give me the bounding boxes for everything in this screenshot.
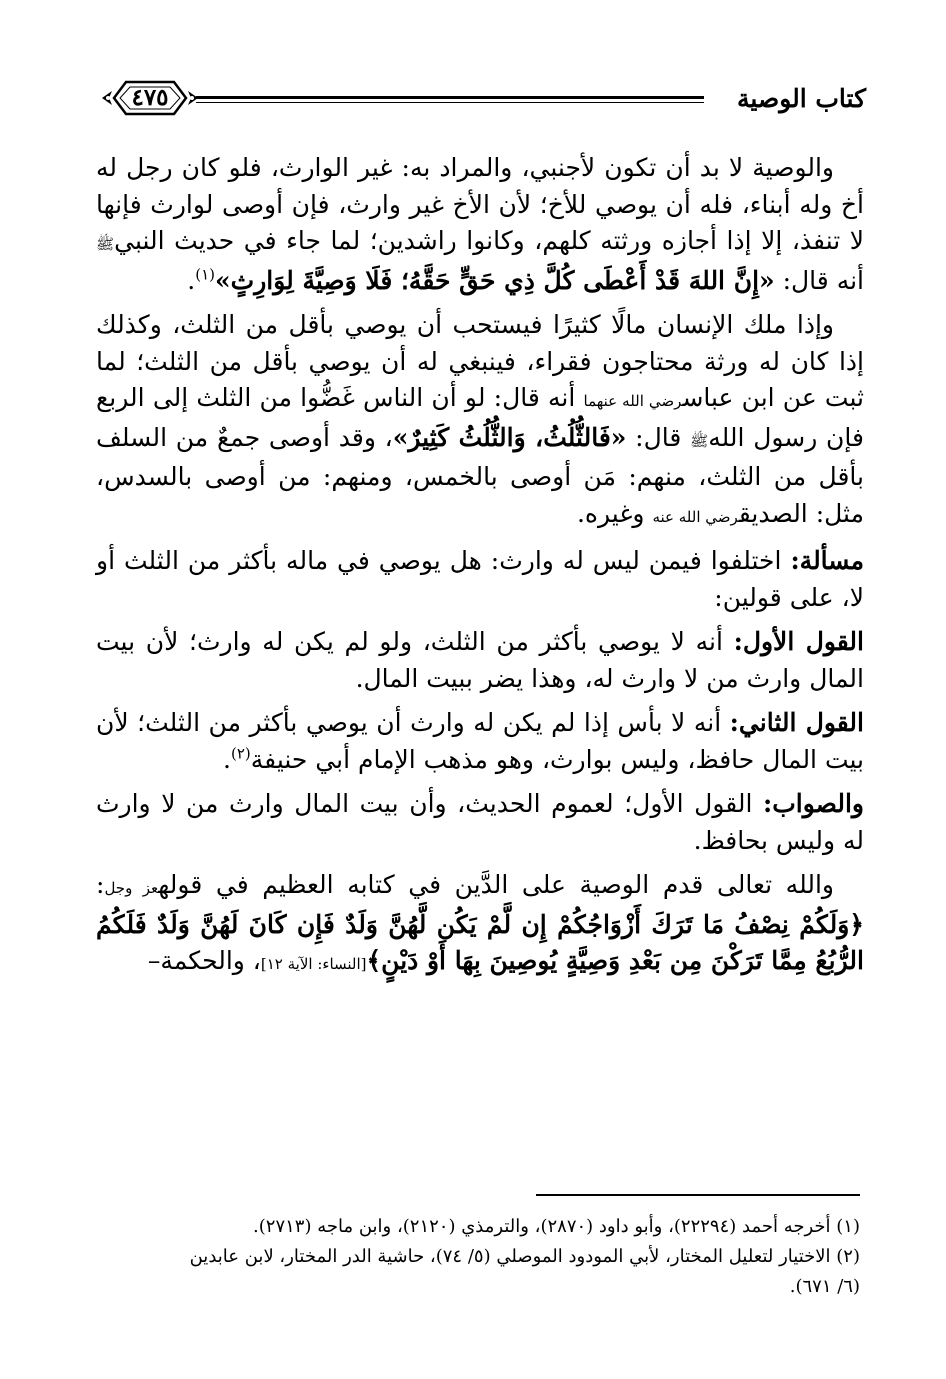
paragraph-text: أنه لا بأس إذا لم يكن له وارث أن يوصي بأكثر من الثلث؛ لأن بيت المال حافظ، وليس بوارث، وهو مذهب الإمام أبي حنيفة [96,708,864,774]
paragraph-text: وغيره. [576,498,653,528]
footnote-text: (٦/ ٦٧١). [789,1276,860,1297]
paragraph-text: والله تعالى قدم الوصية على الدَّين في كتابه العظيم في قوله [158,870,834,899]
paragraph-text: والوصية لا بد أن تكون لأجنبي، والمراد به: غير الوارث، فلو كان رجل له أخ وله أبناء، فله أن يوصي للأخ؛ لأن الأخ غير وارث، فإن أوصى لوارث فإنها لا تنفذ، إلا إذا أجازه ورثته كلهم، وكانوا راشدين؛ لما جاء في حديث النبي [96,153,864,255]
paragraph-text: القول الأول؛ لعموم الحديث، وأن بيت المال وارث من لا وارث له وليس بحافظ. [96,789,864,855]
paragraph-text: أنه قال: [774,265,864,295]
honorific-icon: رضي الله عنه [652,507,739,526]
term-label: مسألة: [790,546,864,575]
paragraph-text: قال: [626,422,691,452]
paragraph-text: . [187,265,196,295]
paragraph-3 [96,543,864,616]
paragraph-text: : [96,870,105,899]
paragraph-text: اختلفوا فيمن ليس له وارث: هل يوصي في ماله بأكثر من الثلث أو لا، على قولين: [96,546,864,612]
hadith-quote: «فَالثُّلُثُ، وَالثُّلُثُ كَثِيرٌ» [392,422,627,452]
footnotes [92,1212,860,1302]
paragraph-7 [96,867,864,983]
paragraph-text: ، وقد أوصى جمعٌ من السلف بأقل من الثلث، منهم: مَن أوصى بالخمس، ومنهم: من أوصى بالسدس، مثل: الصديق [96,422,864,528]
paragraph-4 [96,624,864,697]
footnote-1: (١) أخرجه أحمد (٢٢٢٩٤)، وأبو داود (٢٨٧٠)، والترمذي (٢١٢٠)، وابن ماجه (٢٧١٣). [253,1216,860,1237]
header-rule [196,96,704,103]
main-text [96,150,864,991]
footnote-text: (٢) الاختيار لتعليل المختار، لأبي المودود الموصلي (٥/ ٧٤)، حاشية الدر المختار، لابن عابدين [189,1246,860,1267]
paragraph-6 [96,786,864,859]
verse-reference: [النساء: الآية ١٢] [260,955,367,973]
footnote-2 [92,1242,860,1302]
paragraph-text: . [223,744,231,774]
honorific-icon: ﷺ [96,235,115,253]
page-header [96,74,866,124]
paragraph-1 [96,150,864,299]
paragraph-text: أنه لا يوصي بأكثر من الثلث، ولو لم يكن له وارث؛ لأن بيت المال وارث من لا وارث له، وهذا يضر ببيت المال. [96,627,864,693]
hadith-quote: «إِنَّ اللهَ قَدْ أَعْطَى كُلَّ ذِي حَقٍّ حَقَّهُ؛ فَلَا وَصِيَّةَ لِوَارِثٍ» [215,265,775,295]
page-number-ornament [100,74,200,122]
footnote-ref: (١) [195,265,216,284]
paragraph-5 [96,705,864,778]
quran-verse: ﴿وَلَكُمْ نِصْفُ مَا تَرَكَ أَزْوَاجُكُمْ إِن لَّمْ يَكُن لَّهُنَّ وَلَدٌ فَإِن كَانَ لَهُنَّ وَلَدٌ فَلَكُمُ الرُّبُعُ مِمَّا تَرَكْنَ مِن بَعْدِ وَصِيَّةٍ يُوصِينَ بِهَا أَوْ دَيْنٍ﴾ [96,909,864,975]
honorific-icon: عز وجل [104,879,159,897]
paragraph-text: ، والحكمة– [147,946,261,975]
chapter-title: كتاب الوصية [737,84,866,113]
footnote-ref: (٢) [230,744,251,763]
honorific-icon: رضي الله عنهما [583,392,683,410]
paragraph-2 [96,307,864,535]
term-label: القول الأول: [733,627,864,656]
page-number: ٤٧٥ [131,84,169,111]
paragraph-text: أنه قال: لو أن الناس غَضُّوا من الثلث إلى الربع فإن رسول الله [96,383,864,452]
term-label: والصواب: [763,789,864,818]
paragraph-text: وإذا ملك الإنسان مالًا كثيرًا فيستحب أن يوصي بأقل من الثلث، وكذلك إذا كان له ورثة محتاجون فقراء، فينبغي له أن يوصي بأقل من الثلث؛ لما ثبت عن ابن عباس [96,310,864,412]
term-label: القول الثاني: [729,708,864,737]
honorific-icon: ﷺ [690,431,709,450]
footnote-divider [536,1194,860,1196]
